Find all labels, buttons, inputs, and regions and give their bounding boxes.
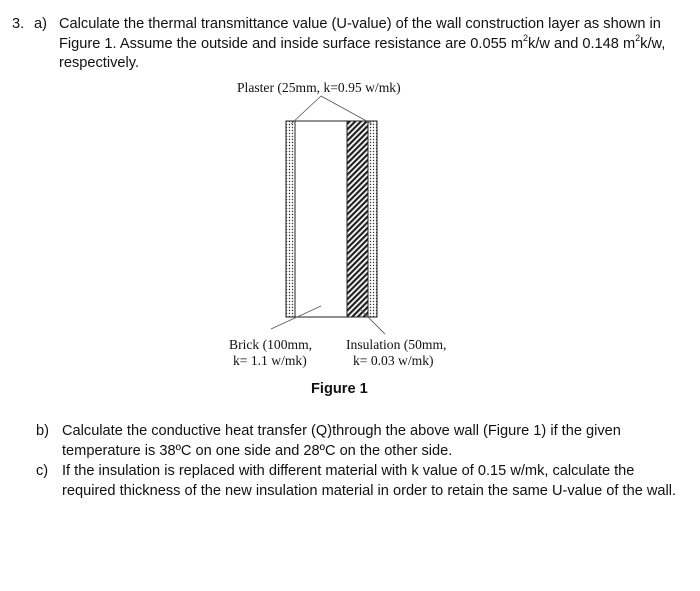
part-c-text: If the insulation is replaced with different material with k value of 0.15 w/mk, calculate the required thickness of the new insulation material in order to retain the same U-value of the wall. xyxy=(62,463,677,499)
part-a-text-end: k/w, respectively. xyxy=(59,35,666,71)
plaster-leader-right xyxy=(321,96,372,124)
brick-layer xyxy=(295,121,347,317)
plaster-layer-left xyxy=(286,121,295,317)
part-c-label: c) xyxy=(36,463,49,479)
insulation-label-line2: k= 0.03 w/mk) xyxy=(353,353,434,368)
superscript-2b: 2 xyxy=(635,32,641,43)
figure-caption: Figure 1 xyxy=(311,381,368,397)
insulation-layer xyxy=(347,121,368,317)
question-number: 3. xyxy=(12,16,25,32)
plaster-layer-right xyxy=(368,121,377,317)
superscript-2a: 2 xyxy=(523,32,529,43)
brick-label-line2: k= 1.1 w/mk) xyxy=(233,353,307,368)
part-a-text-mid: k/w and 0.148 m xyxy=(528,35,636,52)
plaster-label: Plaster (25mm, k=0.95 w/mk) xyxy=(237,80,401,95)
insulation-label-line1: Insulation (50mm, xyxy=(346,337,447,352)
part-a-label: a) xyxy=(34,16,47,32)
brick-label-line1: Brick (100mm, xyxy=(229,337,313,352)
part-b-text: Calculate the conductive heat transfer (Q)through the above wall (Figure 1) if the given temperature is 38ºC on one side and 28ºC on the other side. xyxy=(62,423,621,459)
plaster-leader-left xyxy=(291,96,321,124)
part-b-label: b) xyxy=(36,423,49,439)
part-a-text-main: Calculate the thermal transmittance value (U-value) of the wall construction layer as shown in Figure 1. Assume the outside and inside surface resistance are 0.055 m xyxy=(59,16,661,52)
